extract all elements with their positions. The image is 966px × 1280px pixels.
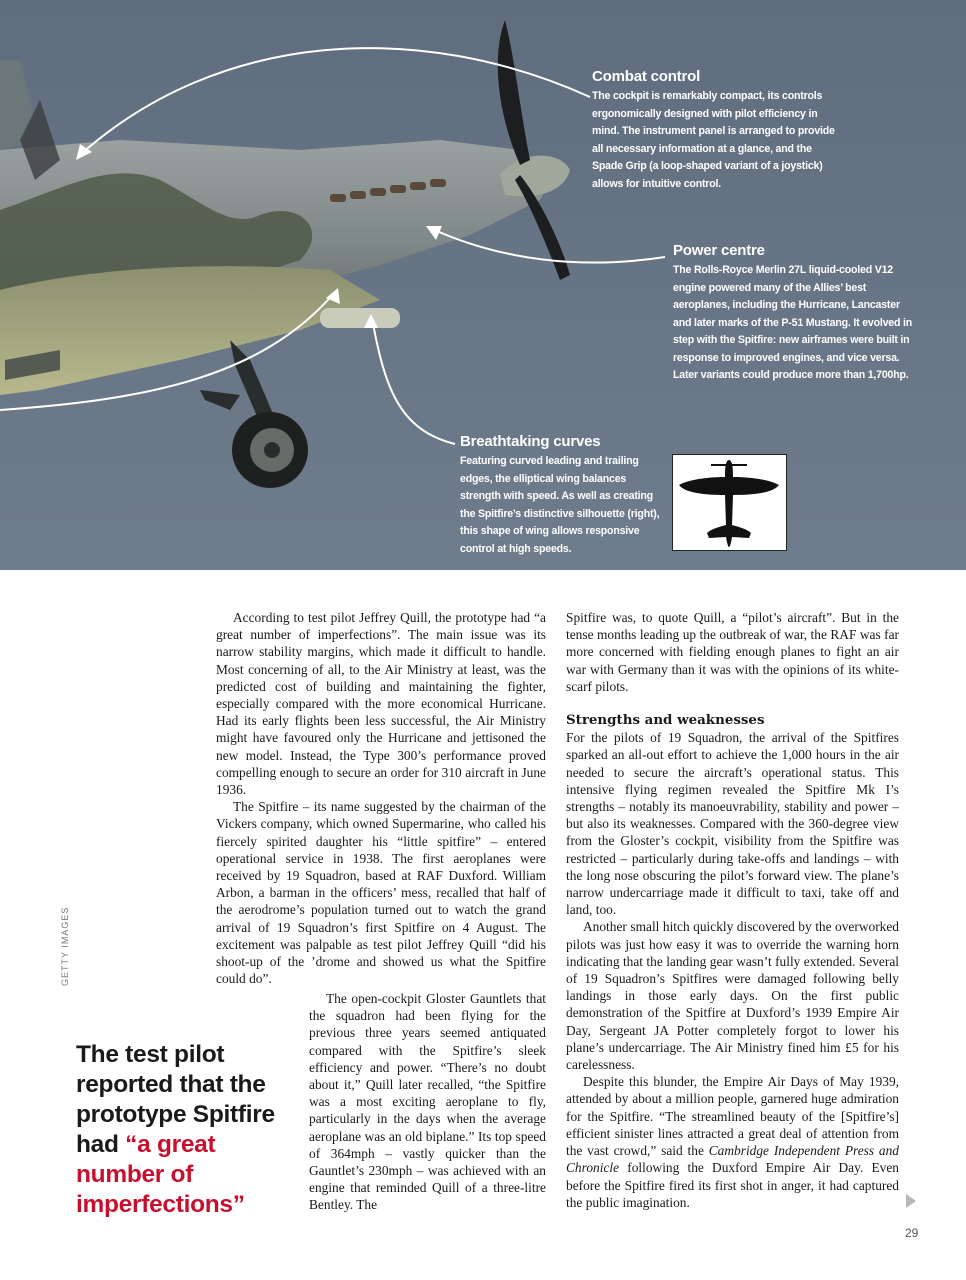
callout-combat-control xyxy=(592,68,842,193)
photo-credit xyxy=(58,906,72,986)
article-column-2 xyxy=(566,609,899,1211)
paragraph xyxy=(566,1073,899,1211)
callout-text: The Rolls-Royce Merlin 27L liquid-cooled V12 engine powered many of the Allies’ best aeroplanes, including the Hurricane, Lancaster and later marks of the P-51 Mustang. It evolved in step with the Spitfire: new airframes were built in response to improved engines, and vice versa. Later variants could produce more than 1,700hp. xyxy=(673,264,913,381)
text-run: Despite this blunder, the Empire Air Days of May 1939, attended by about a million people, garnered huge admiration for the Spitfire. “The streamlined beauty of the [Spitfire’s] efficient sinister lines attracted a great deal of attention from the vast crowd,” said the xyxy=(566,1074,899,1159)
paragraph: For the pilots of 19 Squadron, the arrival of the Spitfires sparked an all-out effort to achieve the 1,000 hours in the air needed to secure the aircraft’s operational status. This intensive flying regimen revealed the Spitfire Mk I’s strengths – notably its manoeuvrability, stability and power – but also its weaknesses. Compared with the 360-degree view from the Gloster’s cockpit, visibility from the Spitfire was restricted – particularly during take-offs and landings – with the long nose obscuring the pilot’s forward view. The plane’s narrow undercarriage made it difficult to taxi, take off and land, too. xyxy=(566,730,899,918)
callout-title: Power centre xyxy=(673,242,765,259)
callout-breathtaking-curves xyxy=(460,433,665,558)
paragraph: The open-cockpit Gloster Gauntlets that the squadron had been flying for the previous three years seemed antiquated compared with the Spitfire’s sleek efficiency and power. “There’s no doubt about it,” Quill later recalled, “the Spitfire was a most exciting aeroplane to fly, particularly in the days when the average aeroplane was an old biplane.” Its top speed of 364mph – vastly quicker than the Gauntlet’s 230mph – was achieved with an engine that reminded Quill of a three-litre Bentley. The xyxy=(309,991,546,1213)
pull-quote xyxy=(76,1040,296,1220)
next-page-arrow-icon xyxy=(906,1194,916,1208)
callout-power-centre xyxy=(673,242,913,385)
paragraph: Another small hitch quickly discovered by the overworked pilots was just how easy it was to override the warning horn indicating that the landing gear wasn’t fully extended. Several of 19 Squadron’s Spitfires were damaged following belly landings in those early days. On the first public demonstration of the Spitfire at Duxford’s 1939 Empire Air Day, Sergeant JA Potter completely forgot to lower his plane’s undercarriage. The Air Ministry fined him £5 for his carelessness. xyxy=(566,919,899,1073)
callout-title: Combat control xyxy=(592,68,701,85)
text-run: following the Duxford Empire Air Day. Even before the Spitfire fired its first shot in anger, it had captured the public imagination. xyxy=(566,1160,899,1210)
callout-text: The cockpit is remarkably compact, its controls ergonomically designed with pilot efficiency in mind. The instrument panel is arranged to provide all necessary information at a glance, and the Spade Grip (a loop-shaped variant of a joystick) allows for intuitive control. xyxy=(592,90,835,190)
pull-quote-highlight: “a great number of imperfections” xyxy=(76,1131,245,1218)
callout-text: Featuring curved leading and trailing edges, the elliptical wing balances strength with speed. As well as creating the Spitfire’s distinctive silhouette (right), this shape of wing allows responsive control at high speeds. xyxy=(460,455,660,555)
paragraph: The Spitfire – its name suggested by the chairman of the Vickers company, which owned Supermarine, who called his fiercely spirited daughter his “little spitfire” – entered operational service in 1938. The first aeroplanes were received by 19 Squadron, based at RAF Duxford. William Arbon, a barman in the officers’ mess, recalled that half of the aerodrome’s population turned out to watch the grand arrival of 19 Squadron’s first Spitfire on 4 August. The excitement was palpable as test pilot Jeffrey Quill “did his shoot-up of the ’drome and showed us what the Spitfire could do”. xyxy=(216,799,546,987)
paragraph: According to test pilot Jeffrey Quill, the prototype had “a great number of imperfections”. The main issue was its narrow stability margins, which made it difficult to handle. Most concerning of all, to the Air Ministry at least, was the predicted cost of building and maintaining the fighter, especially compared with the more economical Hurricane. Had its early flights been less successful, the Air Ministry might have favoured only the Hurricane and jettisoned the new model. Instead, the Type 300’s performance proved compelling enough to secure an order for 310 aircraft in June 1936. xyxy=(216,610,546,798)
article-column-1-continued xyxy=(309,990,546,1214)
publication-title: Cambridge Independent Press and Chronicle xyxy=(566,1143,899,1176)
section-heading: Strengths and weaknesses xyxy=(566,712,765,729)
callout-title: Breathtaking curves xyxy=(460,433,601,450)
spitfire-silhouette-image xyxy=(672,454,787,551)
paragraph: Spitfire was, to quote Quill, a “pilot’s aircraft”. But in the tense months leading up the outbreak of war, the RAF was far more concerned with fielding enough planes to fight an air war with Germany than it was with the opinions of its white-scarf pilots. xyxy=(566,610,899,694)
page-number: 29 xyxy=(905,1226,919,1240)
pull-quote-text: The test pilot reported that the prototype Spitfire had xyxy=(76,1041,275,1158)
hero-photo xyxy=(0,0,966,570)
silhouette-icon xyxy=(673,455,786,550)
article-column-1 xyxy=(216,609,546,987)
photo-credit-text: GETTY IMAGES xyxy=(60,906,70,986)
